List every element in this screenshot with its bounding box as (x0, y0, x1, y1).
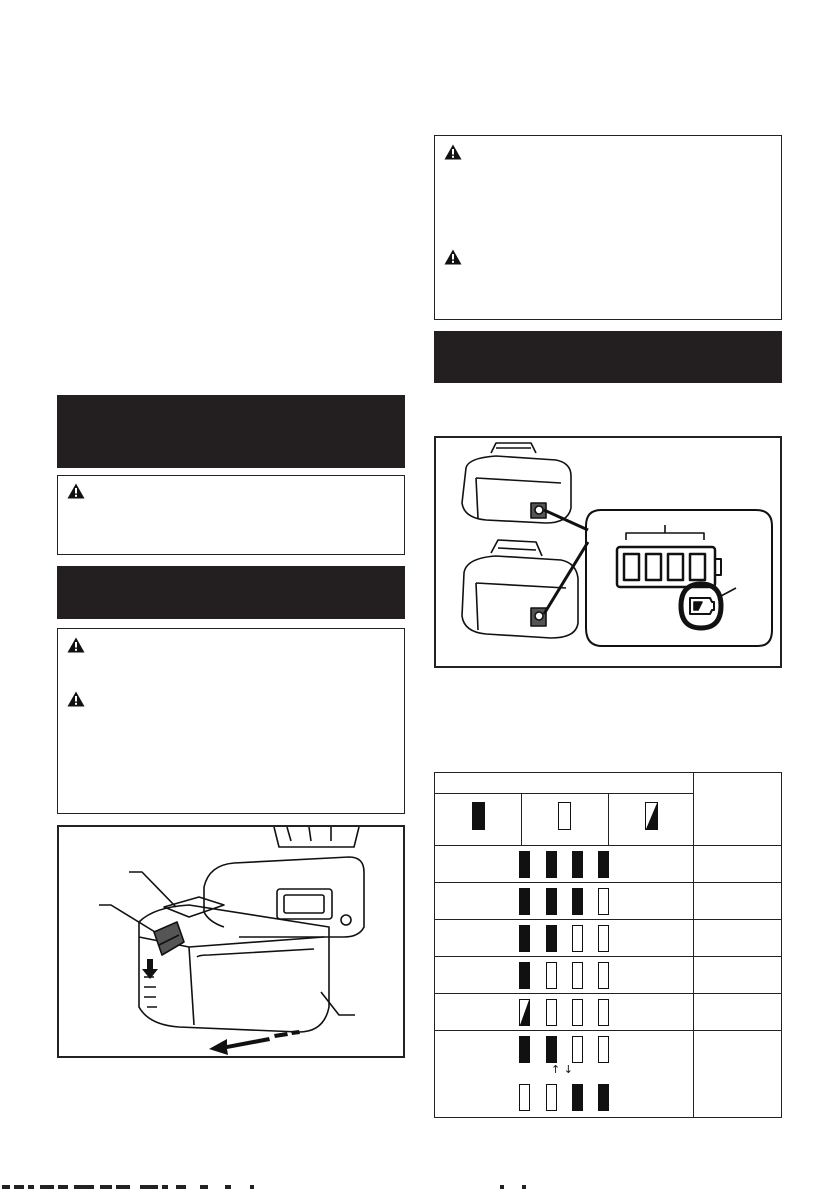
lamp (546, 962, 557, 989)
lamp (598, 1036, 609, 1063)
lamp (546, 1084, 557, 1111)
warning-triangle-icon (67, 637, 85, 653)
lamp (519, 851, 530, 878)
lamp (519, 925, 530, 952)
warning-triangle-icon (444, 144, 462, 160)
lamp (598, 962, 609, 989)
lamp (572, 925, 583, 952)
section-header-bar (434, 331, 782, 383)
lamp (519, 1084, 530, 1111)
lamp (572, 1036, 583, 1063)
alternating-arrows: ↑ ↓ (551, 1063, 573, 1076)
warning-box (57, 475, 405, 555)
cropped-text-fragment (0, 1185, 840, 1192)
warning-triangle-icon (67, 483, 85, 499)
lamp (572, 851, 583, 878)
lamp (519, 1036, 530, 1063)
lamp (572, 999, 583, 1026)
lamp-lit-legend (472, 802, 485, 830)
section-header-bar (57, 566, 405, 619)
lamp (546, 1036, 557, 1063)
lamp (598, 1084, 609, 1111)
lamp (572, 962, 583, 989)
lamp (598, 851, 609, 878)
warning-box (57, 628, 405, 814)
lamp (519, 999, 530, 1026)
lamp (546, 851, 557, 878)
indicator-lamp-table (434, 772, 782, 1118)
warning-triangle-icon (444, 249, 462, 265)
lamp-blinking-legend (645, 802, 658, 830)
lamp (519, 962, 530, 989)
lamp (598, 925, 609, 952)
lamp (598, 888, 609, 915)
warning-triangle-icon (67, 691, 85, 707)
lamp (546, 925, 557, 952)
battery-install-figure (57, 825, 405, 1058)
section-header-bar (57, 395, 405, 468)
lamp-off-legend (558, 802, 571, 830)
lamp (546, 999, 557, 1026)
tool-battery-illustration (59, 827, 403, 1056)
lamp (572, 1084, 583, 1111)
warning-box (434, 135, 782, 320)
lamp (598, 999, 609, 1026)
battery-indicator-figure (434, 436, 782, 668)
lamp (546, 888, 557, 915)
lamp (572, 888, 583, 915)
lamp (519, 888, 530, 915)
battery-gauge-illustration (436, 438, 780, 666)
